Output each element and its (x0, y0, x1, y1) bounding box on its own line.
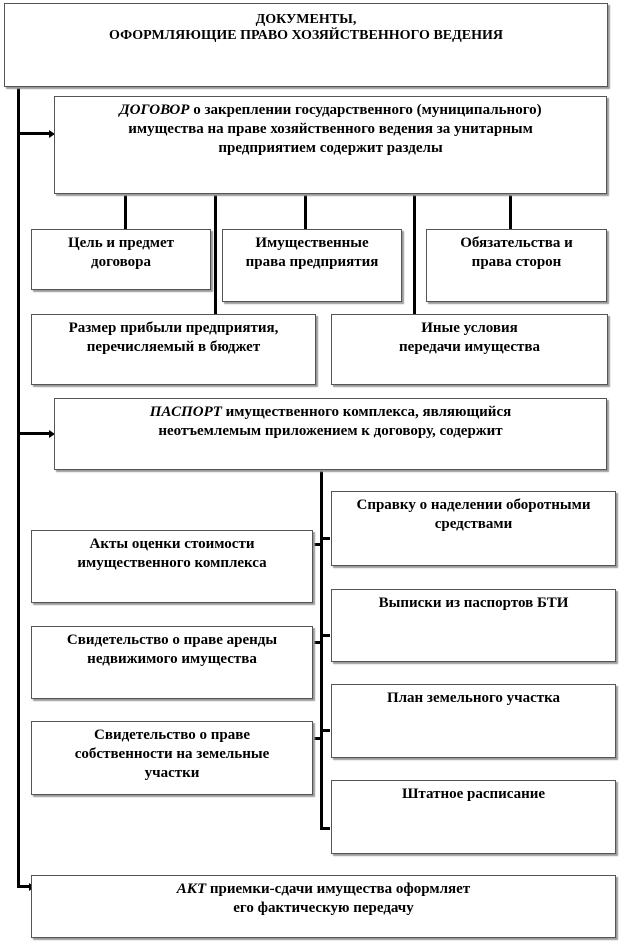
passport-keyword: ПАСПОРТ (149, 404, 222, 420)
passport-land-plan-line-1: План земельного участка (386, 690, 561, 706)
connector-ownership (312, 737, 323, 740)
passport-land-plan-box (331, 684, 616, 758)
section-other-box (331, 314, 608, 385)
section-property-rights-line-2: права предприятия (245, 254, 379, 270)
act-line-1 (32, 880, 615, 899)
connector-working-capital (320, 537, 330, 540)
section-obligations-box (426, 229, 607, 302)
connector-property-rights (304, 194, 307, 229)
connector-obligations (509, 194, 512, 229)
passport-working-capital-line-1: Справку о наделении оборотными (356, 497, 591, 513)
section-goal-line-1: Цель и предмет (67, 235, 175, 251)
passport-lease-box (31, 626, 313, 699)
passport-lease-line-2: недвижимого имущества (87, 651, 257, 667)
section-obligations-line-1: Обязательства и (460, 235, 573, 251)
connector-other (413, 194, 416, 314)
section-profit-box (31, 314, 316, 385)
connector-bti (320, 634, 330, 637)
passport-ownership-box (31, 721, 313, 795)
passport-ownership-line-3: участки (144, 765, 200, 781)
passport-subtree-spine (320, 470, 323, 830)
section-obligations-line-2: права сторон (471, 254, 562, 270)
section-other-line-2: передачи имущества (399, 339, 540, 355)
passport-line-2: неотъемлемым приложением к договору, содержит (158, 423, 503, 439)
connector-lease (312, 641, 323, 644)
connector-goal (124, 194, 127, 229)
contract-line-1-rest: о закреплении государственного (муниципального) (189, 102, 542, 118)
contract-box (54, 96, 607, 194)
title-line-2: ОФОРМЛЯЮЩИЕ ПРАВО ХОЗЯЙСТВЕННОГО ВЕДЕНИЯ (109, 28, 503, 43)
contract-keyword: ДОГОВОР (119, 102, 190, 118)
section-property-rights-box (222, 229, 402, 302)
passport-valuation-line-2: имущественного комплекса (77, 555, 267, 571)
passport-staff-line-1: Штатное расписание (401, 786, 546, 802)
title-box (4, 3, 608, 87)
main-spine (17, 86, 20, 888)
act-keyword: АКТ (176, 881, 207, 897)
act-line-1-rest: приемки-сдачи имущества оформляет (206, 881, 471, 897)
passport-line-1-rest: имущественного комплекса, являющийся (221, 404, 512, 420)
connector-to-contract (17, 132, 51, 135)
section-property-rights-line-1: Имущественные (255, 235, 369, 251)
section-other-line-1: Иные условия (421, 320, 518, 336)
contract-line-2: имущества на праве хозяйственного ведения за унитарным (128, 121, 533, 137)
title-line-1: ДОКУМЕНТЫ, (255, 12, 357, 27)
passport-working-capital-line-2: средствами (434, 516, 513, 532)
contract-line-3: предприятием содержит разделы (218, 140, 443, 156)
contract-line-1 (55, 101, 606, 120)
passport-bti-box (331, 589, 616, 662)
connector-to-passport (17, 432, 51, 435)
passport-bti-line-1: Выписки из паспортов БТИ (378, 595, 569, 611)
passport-valuation-box (31, 530, 313, 603)
section-profit-line-1: Размер прибыли предприятия, (68, 320, 279, 336)
passport-staff-box (331, 780, 616, 854)
connector-staff (320, 827, 330, 830)
passport-ownership-line-1: Свидетельство о праве (94, 727, 250, 743)
act-box (31, 875, 616, 938)
act-line-2: его фактическую передачу (233, 900, 414, 916)
connector-land-plan (320, 729, 330, 732)
passport-line-1 (55, 403, 606, 422)
section-profit-line-2: перечисляемый в бюджет (86, 339, 261, 355)
passport-valuation-line-1: Акты оценки стоимости (89, 536, 255, 552)
section-goal-box (31, 229, 211, 290)
section-goal-line-2: договора (91, 254, 151, 270)
passport-ownership-line-2: собственности на земельные (74, 746, 270, 762)
passport-working-capital-box (331, 491, 616, 566)
passport-box (54, 398, 607, 470)
connector-profit (214, 194, 217, 314)
passport-lease-line-1: Свидетельство о праве аренды (66, 632, 278, 648)
connector-valuation (312, 543, 323, 546)
